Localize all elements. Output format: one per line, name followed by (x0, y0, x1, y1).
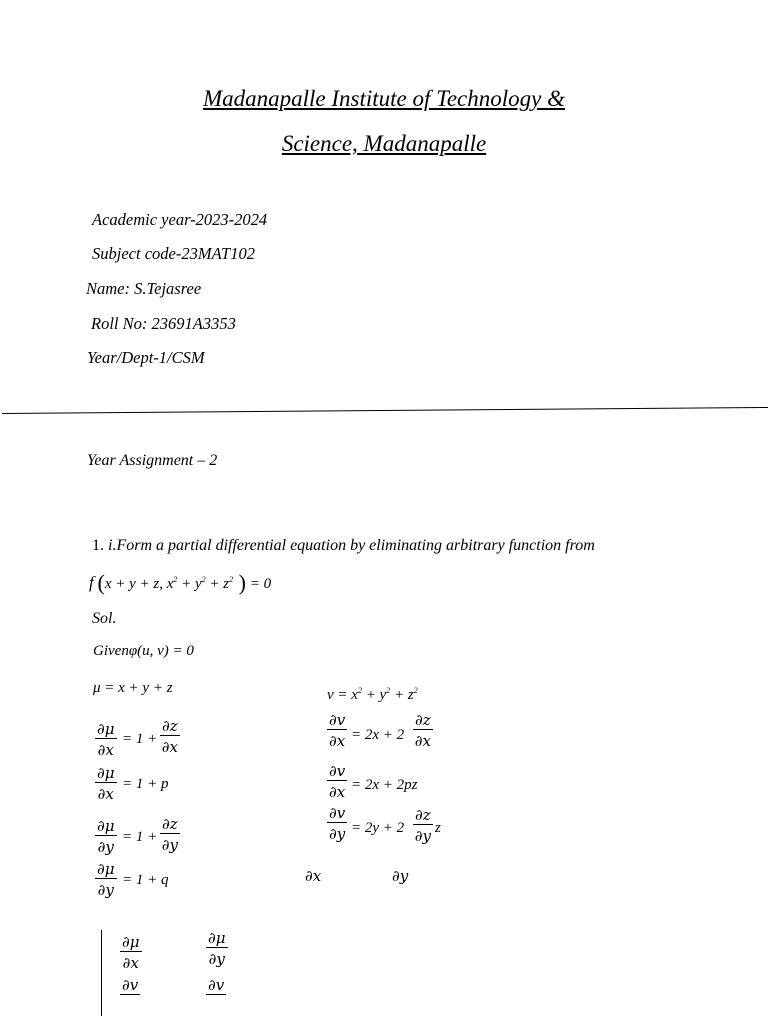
assignment-title: Year Assignment – 2 (87, 452, 218, 469)
given-phi: Givenφ(u, v) = 0 (93, 643, 194, 659)
given-function-equation: f (x + y + z, $x^2 + y^2 + z^2$ ) = 0 (89, 570, 272, 595)
page-title-line1: Madanapalle Institute of Technology & (202, 86, 565, 111)
dz-dy-fraction-right: $\frac{\partial z}{\partial y}$ (414, 806, 431, 845)
stray-dy: ∂y (392, 867, 409, 885)
roll-number: Roll No: 23691A3353 (91, 314, 236, 333)
determinant-bar (101, 930, 102, 1016)
dv-dy-fraction: $\frac{\partial v}{\partial y}$ (329, 804, 346, 843)
dmu-dx-rhs: = 1 + (122, 731, 158, 747)
dv-dy-tail: z (435, 820, 441, 836)
stray-dx: ∂x (305, 867, 322, 885)
mu-definition: μ = x + y + z (93, 680, 173, 696)
det-r2c1: ∂v (122, 976, 139, 994)
year-dept: Year/Dept-1/CSM (87, 348, 205, 367)
dv-dx-rhs-2: = 2x + 2pz (351, 777, 418, 793)
question-line (92, 537, 595, 555)
dz-dy-fraction: $\frac{\partial z}{\partial y}$ (161, 815, 178, 854)
question-text: i.Form a partial differential equation by eliminating arbitrary function from (108, 537, 595, 554)
dv-dx-rhs: = 2x + 2 (351, 727, 405, 743)
function-symbol: f (89, 573, 94, 592)
solution-label: Sol. (92, 610, 117, 627)
student-name: Name: S.Tejasree (86, 279, 202, 298)
dmu-dx-fraction: $\frac{\partial\mu}{\partial x}$ (97, 720, 115, 759)
dmu-dx-fraction-2: $\frac{\partial\mu}{\partial x}$ (97, 764, 115, 803)
det-r1c1: $\frac{\partial\mu}{\partial x}$ (122, 933, 140, 972)
question-number: 1. (92, 537, 104, 554)
dmu-dy-fraction: $\frac{\partial\mu}{\partial y}$ (97, 817, 115, 856)
dv-dy-rhs: = 2y + 2 (351, 820, 405, 836)
det-r2c2: ∂v (208, 976, 225, 994)
subject-code: Subject code-23MAT102 (92, 244, 255, 263)
dz-dx-fraction: $\frac{\partial z}{\partial x}$ (161, 717, 178, 756)
dmu-dy-rhs: = 1 + (122, 829, 158, 845)
academic-year: Academic year-2023-2024 (92, 210, 268, 229)
horizontal-divider (2, 407, 768, 414)
dmu-dy-fraction-2: $\frac{\partial\mu}{\partial y}$ (97, 860, 115, 899)
dmu-dy-rhs-2: = 1 + q (122, 872, 169, 888)
dz-dx-fraction-right: $\frac{\partial z}{\partial x}$ (414, 711, 431, 750)
v-definition: $v = x^2 + y^2 + z^2$ (327, 686, 418, 703)
dv-dx-fraction: $\frac{\partial v}{\partial x}$ (329, 711, 346, 750)
page-title-line2: Science, Madanapalle (281, 131, 487, 156)
det-r1c2: $\frac{\partial\mu}{\partial y}$ (208, 929, 226, 968)
dv-dx-fraction-2: $\frac{\partial v}{\partial x}$ (329, 762, 346, 801)
dmu-dx-rhs-2: = 1 + p (122, 776, 169, 792)
